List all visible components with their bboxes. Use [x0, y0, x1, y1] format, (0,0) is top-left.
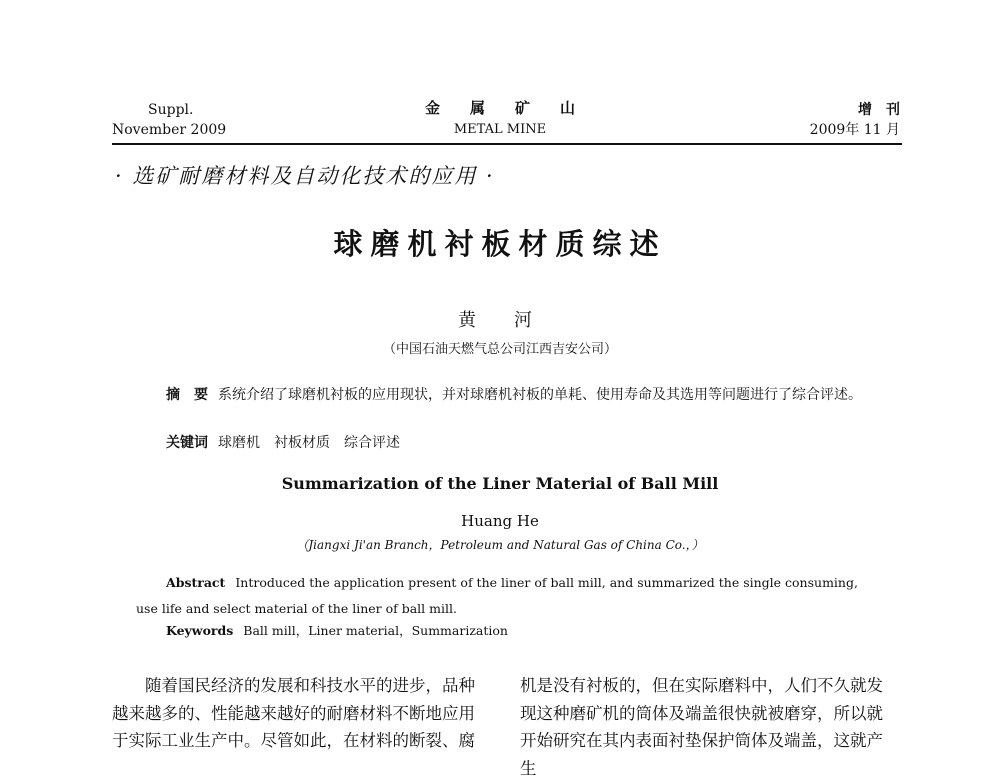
header-suppl-cn: 增 刊 [858, 102, 900, 118]
author-en: Huang He [461, 512, 539, 530]
affiliation-cn: （中国石油天燃气总公司江西吉安公司） [382, 342, 617, 357]
keywords-en-text: Ball mill，Liner material，Summarization [243, 623, 508, 638]
header-rule [112, 143, 902, 145]
paper-title-cn: 球磨机衬板材质综述 [333, 227, 667, 261]
journal-name-cn: 金 属 矿 山 [424, 99, 575, 117]
keywords-en-label: Keywords [166, 623, 234, 638]
section-heading: · 选矿耐磨材料及自动化技术的应用 · [115, 164, 495, 188]
affiliation-en: （Jiangxi Ji'an Branch，Petroleum and Natural Gas of China Co.，） [296, 538, 704, 552]
body-left-column: 随着国民经济的发展和科技水平的进步，品种越来越多的、性能越来越好的耐磨材料不断地应用于实际工业生产中。尽管如此，在材料的断裂、腐 [112, 676, 475, 750]
abstract-cn-label: 摘 要 [166, 387, 208, 403]
abstract-en-label: Abstract [166, 575, 226, 590]
journal-name-en: METAL MINE [453, 122, 547, 137]
body-right-column: 机是没有衬板的，但在实际磨料中，人们不久就发现这种磨矿机的筒体及端盖很快就被磨穿，所以就开始研究在其内表面衬垫保护筒体及端盖，这就产生 [520, 676, 883, 778]
abstract-en-text: Introduced the application present of the liner of ball mill, and summarized the single consuming, use life and select material of the liner of ball mill. [136, 575, 858, 616]
keywords-cn [166, 432, 400, 454]
keywords-cn-label: 关键词 [166, 435, 208, 451]
keywords-cn-text: 球磨机 衬板材质 综合评述 [218, 435, 400, 451]
author-cn: 黄 河 [458, 310, 542, 331]
keywords-en [166, 621, 508, 641]
header-suppl: Suppl. [148, 102, 194, 118]
header-date-cn: 2009年 11 月 [809, 122, 900, 138]
header-date-en: November 2009 [112, 122, 227, 138]
paper-title-en: Summarization of the Liner Material of Ball Mill [281, 474, 719, 493]
abstract-cn-text: 系统介绍了球磨机衬板的应用现状，并对球磨机衬板的单耗、使用寿命及其选用等问题进行了综合评述。 [218, 387, 862, 403]
abstract-cn [138, 382, 874, 408]
abstract-en [136, 570, 876, 622]
